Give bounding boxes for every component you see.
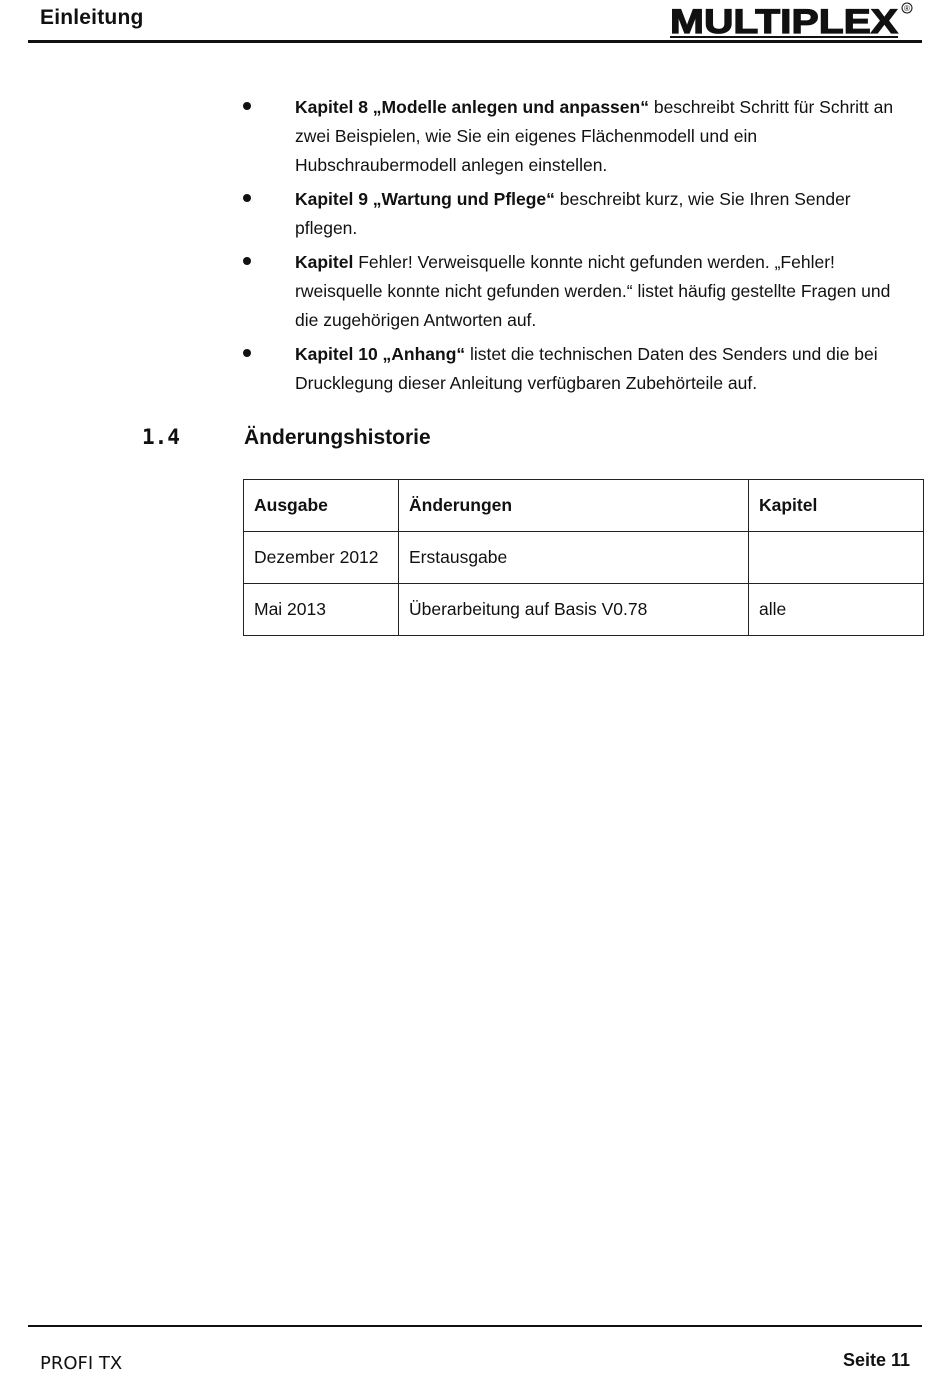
column-header-changes: Änderungen xyxy=(399,480,749,532)
cell-changes: Erstausgabe xyxy=(399,532,749,584)
registered-mark: ® xyxy=(904,4,910,13)
cell-edition: Mai 2013 xyxy=(244,584,399,636)
cell-edition: Dezember 2012 xyxy=(244,532,399,584)
chapter-ref: Kapitel xyxy=(295,252,354,272)
section-title: Änderungshistorie xyxy=(244,426,431,449)
section-heading xyxy=(142,425,431,450)
footer-product-name: PROFI TX xyxy=(40,1353,123,1374)
logo-wordmark: MULTIPLEX xyxy=(670,3,899,40)
change-history-table xyxy=(243,479,924,636)
bullet-icon xyxy=(243,257,251,265)
section-number: 1.4 xyxy=(142,425,180,449)
table-row xyxy=(244,532,924,584)
bullet-icon xyxy=(243,194,251,202)
cell-chapter xyxy=(749,532,924,584)
bullet-icon xyxy=(243,102,251,110)
table-header-row xyxy=(244,480,924,532)
chapter-overview-list xyxy=(243,93,913,403)
footer-divider xyxy=(28,1325,922,1327)
header-divider xyxy=(28,40,922,43)
bullet-icon xyxy=(243,349,251,357)
list-item xyxy=(243,248,913,335)
cell-chapter: alle xyxy=(749,584,924,636)
chapter-description: beschreibt kurz, wie Sie Ihren Sender pflegen. xyxy=(295,189,851,238)
list-item xyxy=(243,93,913,180)
column-header-edition: Ausgabe xyxy=(244,480,399,532)
cell-changes: Überarbeitung auf Basis V0.78 xyxy=(399,584,749,636)
footer-page-number: Seite 11 xyxy=(843,1350,911,1370)
multiplex-logo xyxy=(666,2,916,40)
list-item xyxy=(243,340,913,398)
chapter-description: listet die technischen Daten des Senders und die bei Drucklegung dieser Anleitung verfügbaren Zubehörteile auf. xyxy=(295,344,878,393)
chapter-ref: Kapitel 9 „Wartung und Pflege“ xyxy=(295,189,555,209)
chapter-ref: Kapitel 10 „Anhang“ xyxy=(295,344,466,364)
page-header-title: Einleitung xyxy=(40,6,144,29)
list-item xyxy=(243,185,913,243)
chapter-description: beschreibt Schritt für Schritt an zwei Beispielen, wie Sie ein eigenes Flächenmodell und ein Hubschraubermodell anlegen einstellen. xyxy=(295,97,894,175)
table-row xyxy=(244,584,924,636)
column-header-chapter: Kapitel xyxy=(749,480,924,532)
chapter-ref: Kapitel 8 „Modelle anlegen und anpassen“ xyxy=(295,97,649,117)
chapter-description: Fehler! Verweisquelle konnte nicht gefunden werden. „Fehler! rweisquelle konnte nicht gefunden werden.“ listet häufig gestellte Fragen und die zugehörigen Antworten auf. xyxy=(295,252,891,330)
